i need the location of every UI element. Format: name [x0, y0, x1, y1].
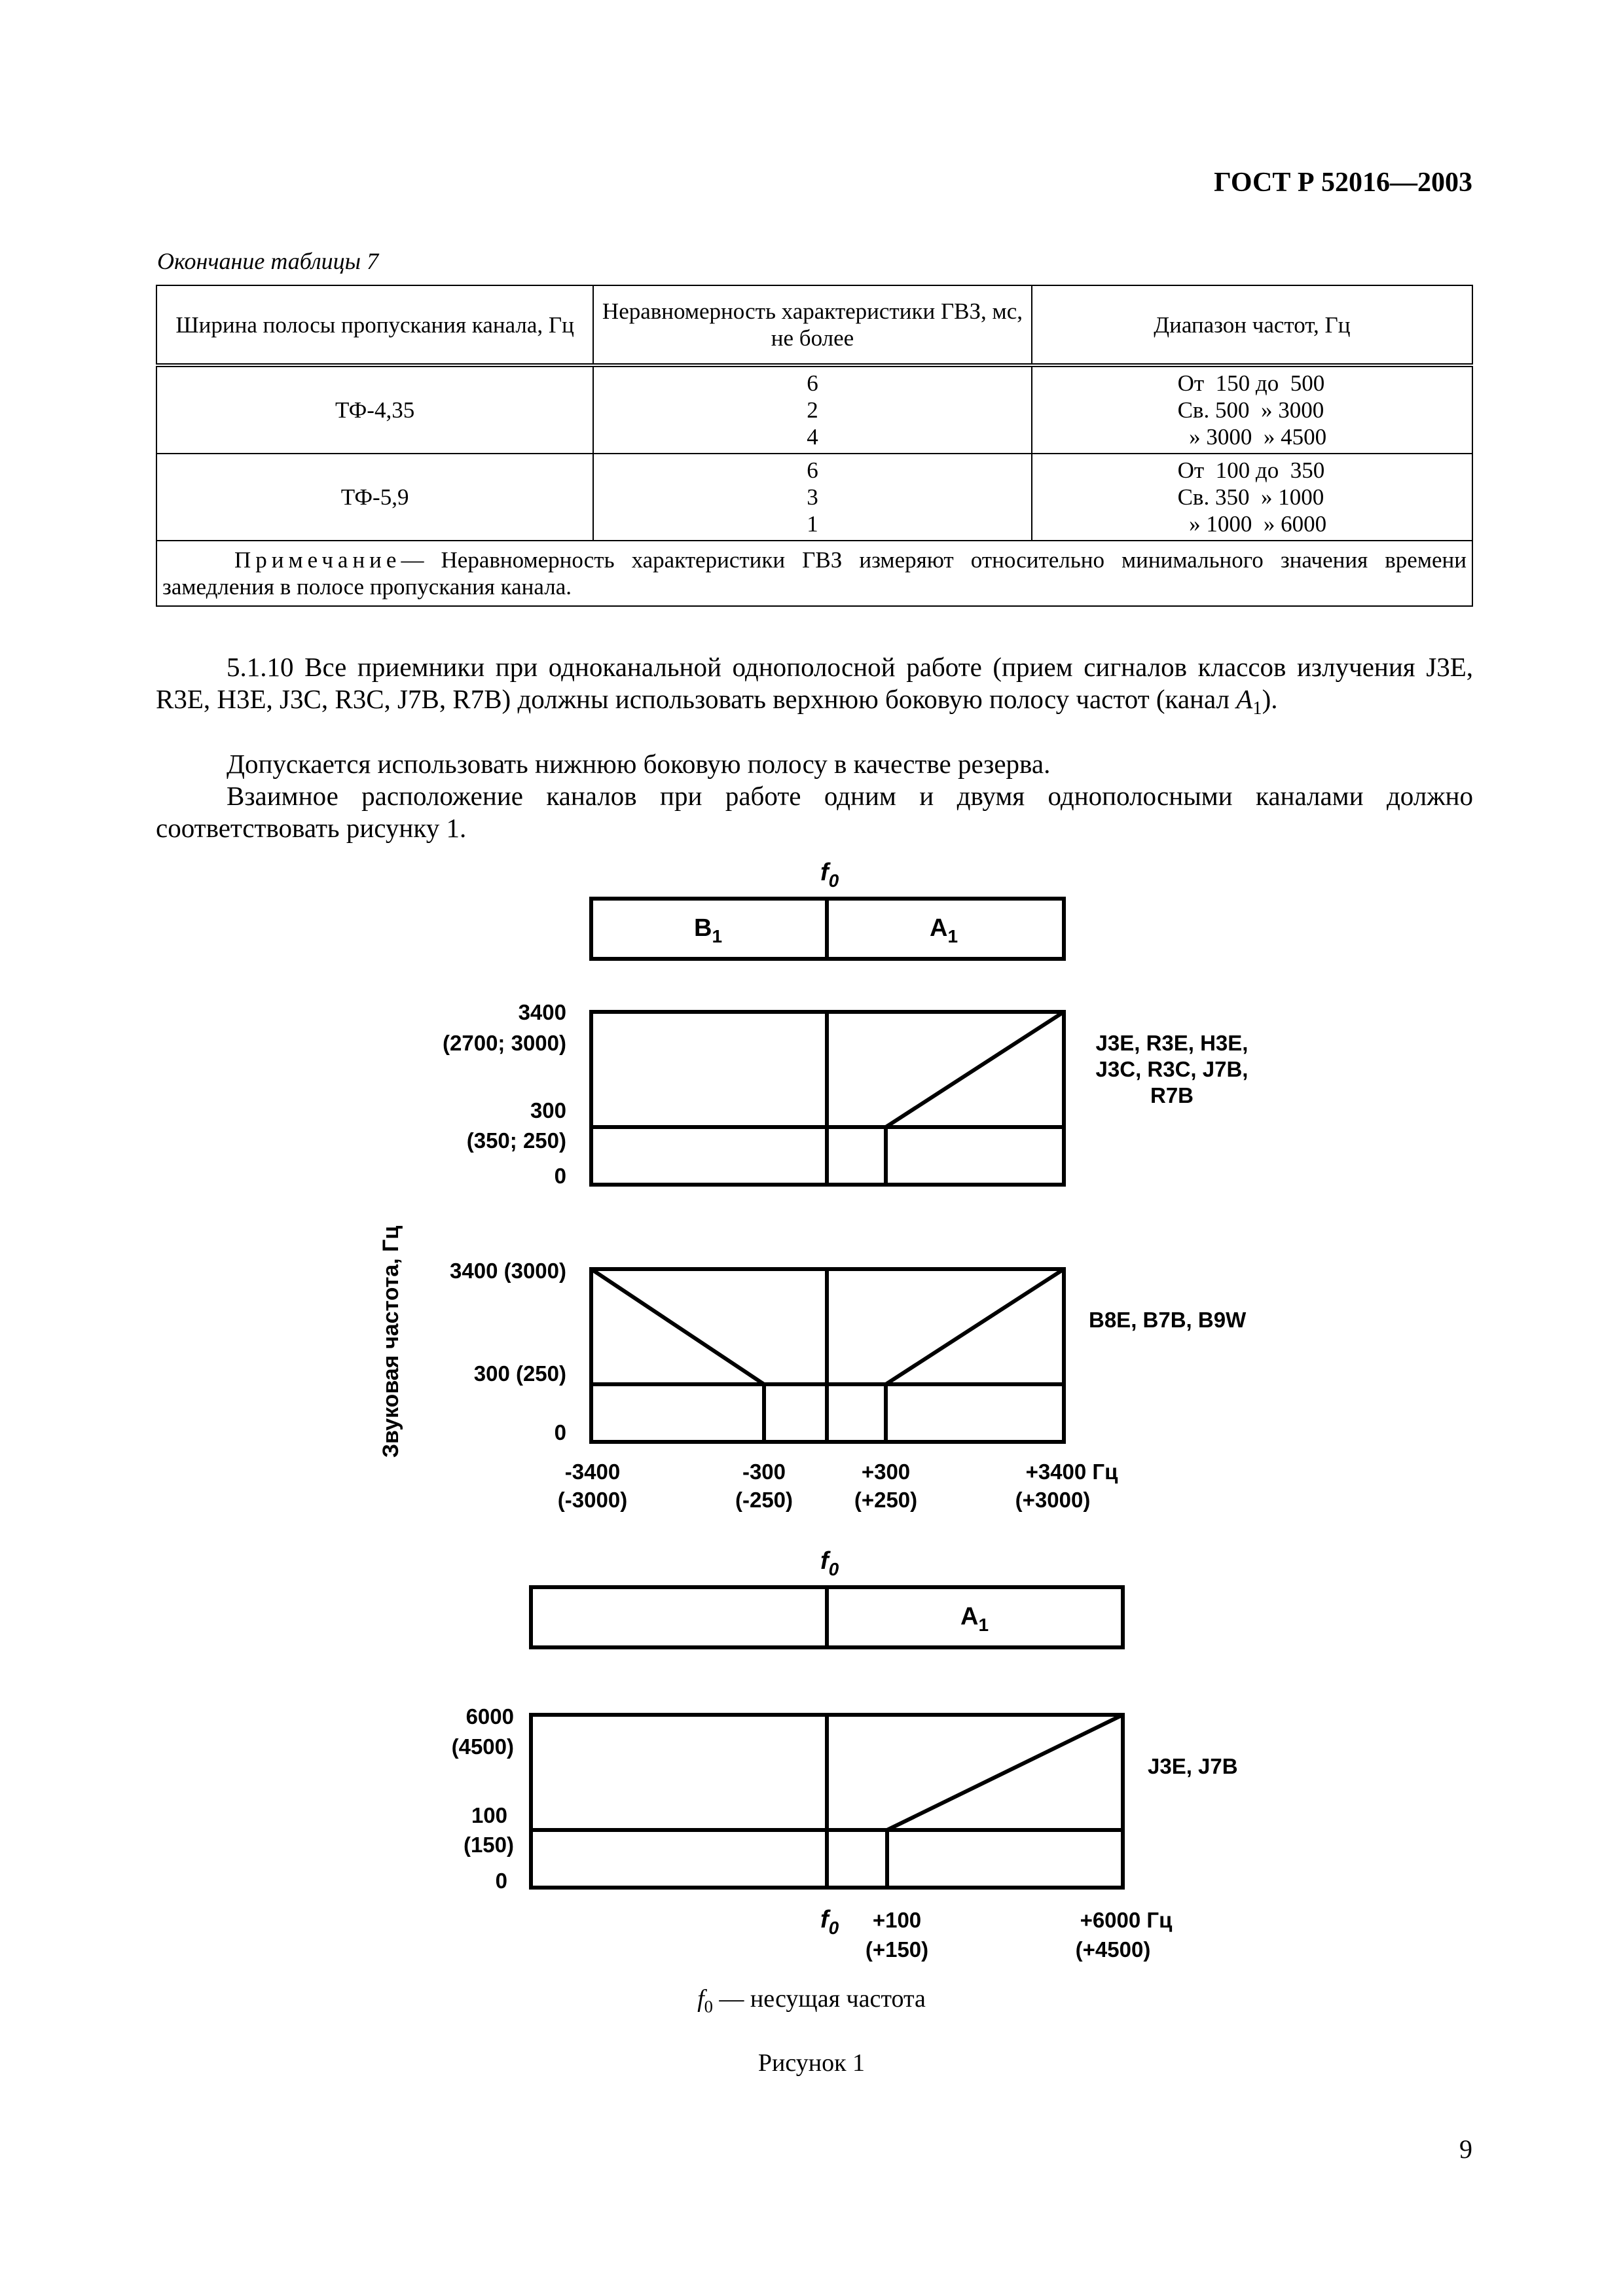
p1-classes-line-1: J3E, R3E, H3E,	[1095, 1031, 1249, 1055]
col-header-bandwidth: Ширина полосы пропускания канала, Гц	[156, 285, 593, 365]
row-bandwidth: ТФ-5,9	[156, 454, 593, 541]
p3-y-top-alt: (4500)	[451, 1734, 514, 1759]
p1-y-top-alt: (2700; 3000)	[443, 1031, 566, 1055]
p3-classes: J3E, J7B	[1148, 1754, 1238, 1778]
p2-x-label: -300	[742, 1460, 786, 1484]
p3-y-mid-alt: (150)	[463, 1833, 514, 1857]
channel-b1-label: $B_1$	[694, 914, 723, 946]
document-number: ГОСТ Р 52016—2003	[1214, 168, 1472, 198]
p1-classes-line-2: J3C, R3C, J7B,	[1095, 1057, 1249, 1081]
p1-classes-line-3: R7B	[1150, 1083, 1194, 1107]
p2-x-label: -3400	[564, 1460, 621, 1484]
p3-x-plus-alt: (+150)	[865, 1937, 929, 1962]
p2-y-zero: 0	[554, 1420, 566, 1444]
p2-x-label-alt: (+250)	[854, 1488, 918, 1512]
p2-y-top: 3400 (3000)	[450, 1259, 566, 1283]
p3-x-max-alt: (+4500)	[1075, 1937, 1151, 1962]
p1-y-top: 3400	[518, 1000, 566, 1024]
p3-y-mid: 100	[471, 1803, 507, 1827]
p3-x-carrier: $f_0$	[820, 1906, 839, 1938]
channel-a1-label: $A_1$	[930, 914, 958, 946]
paragraph-figure-ref: Взаимное расположение каналов при работе одним и двумя однополосными каналами должно соответствовать рисунку 1.	[156, 781, 1473, 843]
p2-x-label-alt: (+3000)	[1015, 1488, 1091, 1512]
paragraph-5-1-10: 5.1.10 Все приемники при одноканальной однополосной работе (прием сигналов классов излучения J3E, R3E, H3E, J3C, R3C, J7B, R7B) должны использовать верхнюю боковую полосу частот (канал $A_1$).	[156, 652, 1473, 719]
row-ranges: От 150 до 500 Св. 500 » 3000 » 3000 » 4500	[1032, 365, 1472, 454]
note-label: Примечание	[234, 547, 401, 573]
p1-y-mid: 300	[530, 1098, 566, 1122]
channel-a1-label-2: $A_1$	[960, 1603, 989, 1635]
p3-x-max: +6000 Гц	[1080, 1908, 1173, 1932]
panel-3-box	[531, 1715, 1123, 1888]
p3-x-plus: +100	[872, 1908, 922, 1932]
carrier-label-2: $f_0$	[820, 1547, 839, 1579]
col-header-gvz: Неравномерность характеристики ГВЗ, мс, не более	[593, 285, 1031, 365]
p2-classes: B8E, B7B, B9W	[1089, 1308, 1247, 1332]
p3-y-top: 6000	[465, 1704, 514, 1729]
p1-y-mid-alt: (350; 250)	[466, 1128, 566, 1153]
p2-y-mid: 300 (250)	[473, 1361, 566, 1386]
note-text: — Неравномерность характеристики ГВЗ измеряют относительно минимального значения времени замедления в полосе пропускания канала.	[162, 547, 1467, 600]
p2-x-label: +300	[861, 1460, 911, 1484]
figure-caption: Рисунок 1	[757, 2049, 866, 2077]
table-caption: Окончание таблицы 7	[157, 248, 379, 274]
page-number: 9	[1459, 2134, 1472, 2164]
p1-y-zero: 0	[554, 1164, 566, 1188]
figure-legend: $f_0$ — несущая частота	[697, 1985, 926, 2017]
y-axis-label: Звуковая частота, Гц	[378, 1225, 403, 1458]
p3-y-zero: 0	[495, 1869, 507, 1893]
col-header-range: Диапазон частот, Гц	[1032, 285, 1472, 365]
p2-x-label: +3400 Гц	[1025, 1460, 1118, 1484]
panel-1-box	[591, 1012, 1064, 1185]
row-values: 6 2 4	[593, 365, 1031, 454]
p2-x-label-alt: (-3000)	[557, 1488, 628, 1512]
row-ranges: От 100 до 350 Св. 350 » 1000 » 1000 » 6000	[1032, 454, 1472, 541]
carrier-label-1: $f_0$	[820, 859, 839, 891]
paragraph-reserve: Допускается использовать нижнюю боковую полосу в качестве резерва.	[227, 749, 1051, 779]
p2-x-label-alt: (-250)	[735, 1488, 793, 1512]
panel-2-box	[591, 1269, 1064, 1442]
row-bandwidth: ТФ-4,35	[156, 365, 593, 454]
row-values: 6 3 1	[593, 454, 1031, 541]
